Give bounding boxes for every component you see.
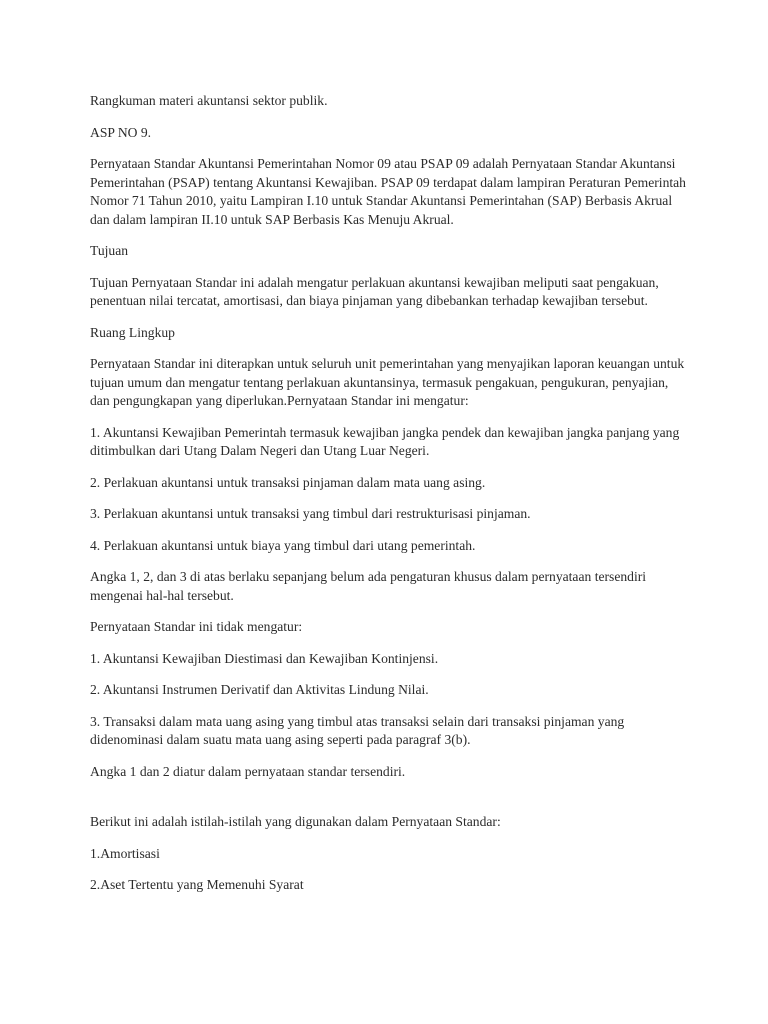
section-heading-ruang-lingkup: Ruang Lingkup	[90, 324, 175, 340]
ruang-lingkup-paragraph: Pernyataan Standar ini diterapkan untuk seluruh unit pemerintahan yang menyajikan laporan keuangan untuk tujuan umum dan mengatur tentang perlakuan akuntansinya, termasuk pengakuan, pengukuran, penyajian, dan pengungkapan yang diperlukan.Pernyataan Standar ini mengatur:	[90, 356, 685, 408]
term-item: 1.Amortisasi	[90, 845, 160, 861]
list-item: 1. Akuntansi Kewajiban Diestimasi dan Kewajiban Kontinjensi.	[90, 650, 439, 666]
term-item: 2.Aset Tertentu yang Memenuhi Syarat	[90, 877, 304, 892]
list-item: 4. Perlakuan akuntansi untuk biaya yang timbul dari utang pemerintah.	[90, 537, 476, 553]
doc-title: Rangkuman materi akuntansi sektor publik.	[90, 93, 328, 108]
list-item: 2. Akuntansi Instrumen Derivatif dan Aktivitas Lindung Nilai.	[90, 682, 429, 697]
list-item: 3. Transaksi dalam mata uang asing yang timbul atas transaksi selain dari transaksi pinjaman yang didenominasi dalam suatu mata uang asing seperti pada paragraf 3(b).	[90, 713, 625, 747]
note-paragraph: Angka 1 dan 2 diatur dalam pernyataan standar tersendiri.	[90, 763, 406, 779]
list-item: 3. Perlakuan akuntansi untuk transaksi yang timbul dari restrukturisasi pinjaman.	[90, 506, 531, 521]
terms-intro: Berikut ini adalah istilah-istilah yang digunakan dalam Pernyataan Standar:	[90, 814, 501, 829]
doc-subtitle: ASP NO 9.	[90, 124, 152, 140]
list-item: 2. Perlakuan akuntansi untuk transaksi pinjaman dalam mata uang asing.	[90, 474, 486, 490]
document-body	[90, 92, 690, 908]
note-paragraph: Angka 1, 2, dan 3 di atas berlaku sepanjang belum ada pengaturan khusus dalam pernyataan tersendiri mengenai hal-hal tersebut.	[90, 569, 647, 603]
exclusions-heading: Pernyataan Standar ini tidak mengatur:	[90, 619, 303, 634]
tujuan-paragraph: Tujuan Pernyataan Standar ini adalah mengatur perlakuan akuntansi kewajiban meliputi saat pengakuan, penentuan nilai tercatat, amortisasi, dan biaya pinjaman yang dibebankan terhadap kewajiban tersebut.	[90, 274, 659, 308]
intro-paragraph: Pernyataan Standar Akuntansi Pemerintahan Nomor 09 atau PSAP 09 adalah Pernyataan Standar Akuntansi Pemerintahan (PSAP) tentang Akuntansi Kewajiban. PSAP 09 terdapat dalam lampiran Peraturan Pemerintah Nomor 71 Tahun 2010, yaitu Lampiran I.10 untuk Standar Akuntansi Pemerintahan (SAP) Berbasis Akrual dan dalam lampiran II.10 untuk SAP Berbasis Kas Menuju Akrual.	[90, 156, 686, 227]
section-heading-tujuan: Tujuan	[90, 243, 129, 258]
list-item: 1. Akuntansi Kewajiban Pemerintah termasuk kewajiban jangka pendek dan kewajiban jangka panjang yang ditimbulkan dari Utang Dalam Negeri dan Utang Luar Negeri.	[90, 424, 680, 458]
